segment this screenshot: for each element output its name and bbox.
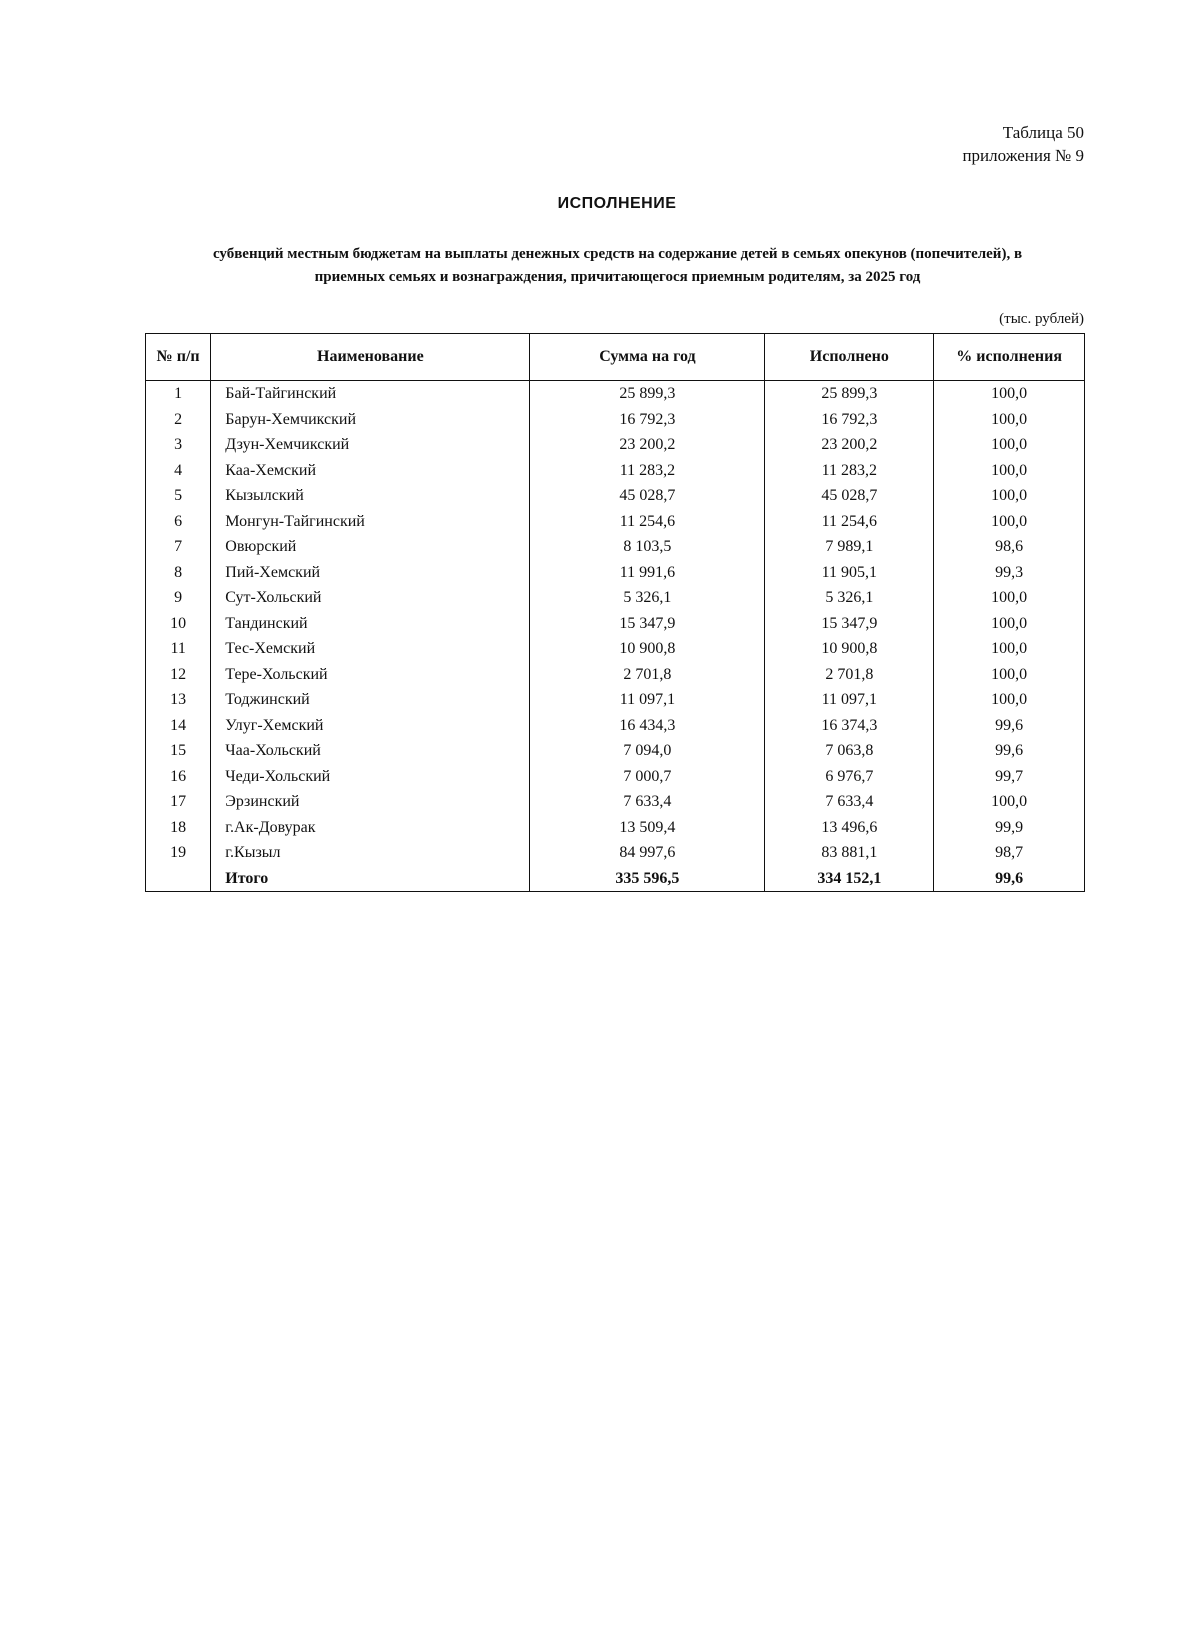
column-header-name: Наименование	[211, 334, 530, 381]
total-done: 334 152,1	[765, 866, 934, 892]
row-pct: 100,0	[934, 381, 1085, 407]
row-plan: 7 633,4	[530, 789, 765, 815]
document-title: ИСПОЛНЕНИЕ	[557, 195, 677, 212]
row-done: 83 881,1	[765, 840, 934, 866]
row-name: Эрзинский	[211, 789, 530, 815]
row-plan: 25 899,3	[530, 381, 765, 407]
row-name: Тес-Хемский	[211, 636, 530, 662]
total-num-cell	[146, 866, 211, 892]
row-done: 45 028,7	[765, 483, 934, 509]
total-pct: 99,6	[934, 866, 1085, 892]
row-done: 7 989,1	[765, 534, 934, 560]
table-row	[146, 764, 1085, 790]
row-pct: 100,0	[934, 789, 1085, 815]
row-pct: 99,9	[934, 815, 1085, 841]
row-name: Улуг-Хемский	[211, 713, 530, 739]
total-row	[146, 866, 1085, 892]
row-name: Барун-Хемчикский	[211, 407, 530, 433]
row-num: 5	[146, 483, 211, 509]
row-num: 12	[146, 662, 211, 688]
row-done: 6 976,7	[765, 764, 934, 790]
table-row	[146, 509, 1085, 535]
row-num: 2	[146, 407, 211, 433]
row-name: Монгун-Тайгинский	[211, 509, 530, 535]
row-num: 19	[146, 840, 211, 866]
row-pct: 99,7	[934, 764, 1085, 790]
row-plan: 16 434,3	[530, 713, 765, 739]
table-row	[146, 560, 1085, 586]
table-row	[146, 662, 1085, 688]
row-num: 9	[146, 585, 211, 611]
row-pct: 98,7	[934, 840, 1085, 866]
row-pct: 100,0	[934, 585, 1085, 611]
table-row	[146, 381, 1085, 407]
row-num: 14	[146, 713, 211, 739]
row-plan: 5 326,1	[530, 585, 765, 611]
row-pct: 100,0	[934, 458, 1085, 484]
row-num: 1	[146, 381, 211, 407]
row-pct: 100,0	[934, 611, 1085, 637]
row-done: 25 899,3	[765, 381, 934, 407]
row-pct: 100,0	[934, 407, 1085, 433]
column-header-pct: % исполнения	[934, 334, 1085, 381]
row-done: 10 900,8	[765, 636, 934, 662]
row-name: Тоджинский	[211, 687, 530, 713]
table-reference	[962, 121, 1084, 167]
row-name: Каа-Хемский	[211, 458, 530, 484]
row-pct: 100,0	[934, 483, 1085, 509]
row-plan: 8 103,5	[530, 534, 765, 560]
row-plan: 11 097,1	[530, 687, 765, 713]
column-header-num: № п/п	[146, 334, 211, 381]
total-label: Итого	[211, 866, 530, 892]
total-plan: 335 596,5	[530, 866, 765, 892]
table-row	[146, 585, 1085, 611]
row-done: 7 063,8	[765, 738, 934, 764]
table-row	[146, 483, 1085, 509]
row-num: 10	[146, 611, 211, 637]
units-label: (тыс. рублей)	[999, 311, 1084, 327]
document-subtitle	[150, 243, 1085, 289]
row-plan: 45 028,7	[530, 483, 765, 509]
row-name: Чеди-Хольский	[211, 764, 530, 790]
row-name: Пий-Хемский	[211, 560, 530, 586]
row-num: 17	[146, 789, 211, 815]
row-done: 2 701,8	[765, 662, 934, 688]
row-plan: 23 200,2	[530, 432, 765, 458]
row-pct: 100,0	[934, 636, 1085, 662]
row-name: Тере-Хольский	[211, 662, 530, 688]
row-num: 3	[146, 432, 211, 458]
table-row	[146, 458, 1085, 484]
table-row	[146, 789, 1085, 815]
row-num: 8	[146, 560, 211, 586]
row-plan: 15 347,9	[530, 611, 765, 637]
row-name: Овюрский	[211, 534, 530, 560]
row-plan: 10 900,8	[530, 636, 765, 662]
row-pct: 100,0	[934, 432, 1085, 458]
row-plan: 11 991,6	[530, 560, 765, 586]
table-row	[146, 534, 1085, 560]
row-num: 7	[146, 534, 211, 560]
row-plan: 84 997,6	[530, 840, 765, 866]
table-header-row	[146, 334, 1085, 381]
row-done: 5 326,1	[765, 585, 934, 611]
row-num: 16	[146, 764, 211, 790]
row-num: 15	[146, 738, 211, 764]
row-num: 13	[146, 687, 211, 713]
execution-table	[145, 333, 1085, 892]
row-done: 11 254,6	[765, 509, 934, 535]
table-row	[146, 713, 1085, 739]
row-done: 11 283,2	[765, 458, 934, 484]
row-name: Чаа-Хольский	[211, 738, 530, 764]
row-pct: 100,0	[934, 509, 1085, 535]
table-number: Таблица 50	[1002, 123, 1084, 142]
row-plan: 11 254,6	[530, 509, 765, 535]
row-plan: 2 701,8	[530, 662, 765, 688]
table-row	[146, 687, 1085, 713]
row-name: Дзун-Хемчикский	[211, 432, 530, 458]
row-num: 6	[146, 509, 211, 535]
column-header-done: Исполнено	[765, 334, 934, 381]
row-pct: 98,6	[934, 534, 1085, 560]
row-pct: 99,3	[934, 560, 1085, 586]
row-name: Тандинский	[211, 611, 530, 637]
row-done: 13 496,6	[765, 815, 934, 841]
row-plan: 11 283,2	[530, 458, 765, 484]
row-num: 4	[146, 458, 211, 484]
table-row	[146, 407, 1085, 433]
row-pct: 100,0	[934, 687, 1085, 713]
table-body	[146, 381, 1085, 892]
column-header-plan: Сумма на год	[530, 334, 765, 381]
row-name: г.Ак-Довурак	[211, 815, 530, 841]
row-done: 16 374,3	[765, 713, 934, 739]
row-done: 11 905,1	[765, 560, 934, 586]
table-row	[146, 840, 1085, 866]
row-plan: 13 509,4	[530, 815, 765, 841]
row-pct: 99,6	[934, 738, 1085, 764]
row-done: 7 633,4	[765, 789, 934, 815]
table-row	[146, 636, 1085, 662]
row-plan: 16 792,3	[530, 407, 765, 433]
row-done: 11 097,1	[765, 687, 934, 713]
subtitle-line-1: субвенций местным бюджетам на выплаты денежных средств на содержание детей в семьях опекунов (попечителей), в	[212, 246, 1023, 262]
row-done: 15 347,9	[765, 611, 934, 637]
row-done: 23 200,2	[765, 432, 934, 458]
row-name: г.Кызыл	[211, 840, 530, 866]
row-num: 11	[146, 636, 211, 662]
subtitle-line-2: приемных семьях и вознаграждения, причитающегося приемным родителям, за 2025 год	[314, 269, 921, 285]
appendix-number: приложения № 9	[962, 146, 1084, 165]
row-pct: 100,0	[934, 662, 1085, 688]
row-name: Кызылский	[211, 483, 530, 509]
row-num: 18	[146, 815, 211, 841]
row-pct: 99,6	[934, 713, 1085, 739]
row-name: Сут-Хольский	[211, 585, 530, 611]
row-plan: 7 094,0	[530, 738, 765, 764]
row-name: Бай-Тайгинский	[211, 381, 530, 407]
row-plan: 7 000,7	[530, 764, 765, 790]
row-done: 16 792,3	[765, 407, 934, 433]
table-row	[146, 611, 1085, 637]
table-row	[146, 432, 1085, 458]
table-row	[146, 815, 1085, 841]
table-row	[146, 738, 1085, 764]
